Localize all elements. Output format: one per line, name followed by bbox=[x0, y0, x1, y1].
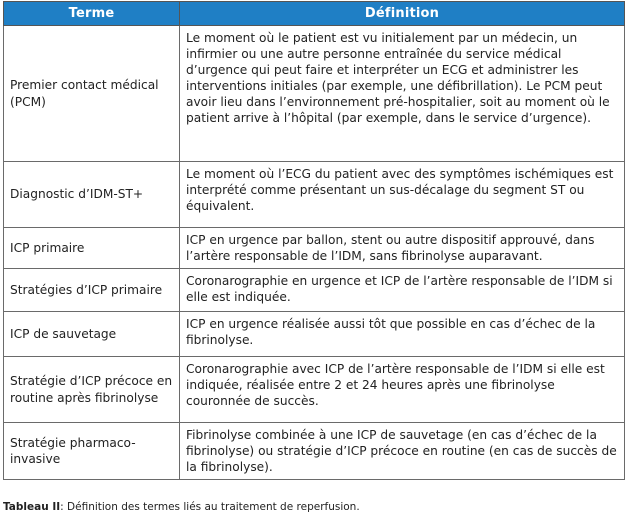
table-row bbox=[4, 162, 625, 228]
term-cell: ICP primaire bbox=[4, 228, 180, 269]
term-cell: Premier contact médical (PCM) bbox=[4, 26, 180, 162]
definition-cell: ICP en urgence par ballon, stent ou autre dispositif approuvé, dans l’artère responsable de l’IDM, sans fibrinolyse auparavant. bbox=[180, 228, 625, 269]
term-cell: ICP de sauvetage bbox=[4, 312, 180, 357]
caption-label: Tableau II bbox=[3, 501, 61, 513]
definition-cell: ICP en urgence réalisée aussi tôt que possible en cas d’échec de la fibrinolyse. bbox=[180, 312, 625, 357]
table-row bbox=[4, 312, 625, 357]
table-row bbox=[4, 357, 625, 423]
table-row bbox=[4, 423, 625, 480]
term-cell: Stratégie d’ICP précoce en routine après fibrinolyse bbox=[4, 357, 180, 423]
table-row bbox=[4, 269, 625, 312]
table-row bbox=[4, 228, 625, 269]
table-header-row bbox=[4, 2, 625, 26]
definition-cell: Le moment où le patient est vu initialement par un médecin, un infirmier ou une autre personne entraînée du service médical d’urgence qui peut faire et interpréter un ECG et administrer les interventions initiales (par exemple, une défibrillation). Le PCM peut avoir lieu dans l’environnement pré-hospitalier, soit au moment où le patient arrive à l’hôpital (par exemple, dans le service d’urgence). bbox=[180, 26, 625, 162]
term-cell: Stratégies d’ICP primaire bbox=[4, 269, 180, 312]
definition-cell: Coronarographie avec ICP de l’artère responsable de l’IDM si elle est indiquée, réalisée entre 2 et 24 heures après une fibrinolyse couronnée de succès. bbox=[180, 357, 625, 423]
caption-text: : Définition des termes liés au traitement de reperfusion. bbox=[60, 501, 360, 513]
term-cell: Diagnostic d’IDM-ST+ bbox=[4, 162, 180, 228]
table-caption bbox=[3, 501, 360, 513]
table-row bbox=[4, 26, 625, 162]
definitions-table-container bbox=[3, 1, 624, 480]
header-term: Terme bbox=[4, 2, 180, 26]
definition-cell: Coronarographie en urgence et ICP de l’artère responsable de l’IDM si elle est indiquée. bbox=[180, 269, 625, 312]
header-definition: Définition bbox=[180, 2, 625, 26]
definitions-table bbox=[3, 1, 625, 480]
term-cell: Stratégie pharmaco-invasive bbox=[4, 423, 180, 480]
definition-cell: Le moment où l’ECG du patient avec des symptômes ischémiques est interprété comme présentant un sus-décalage du segment ST ou équivalent. bbox=[180, 162, 625, 228]
definition-cell: Fibrinolyse combinée à une ICP de sauvetage (en cas d’échec de la fibrinolyse) ou stratégie d’ICP précoce en routine (en cas de succès de la fibrinolyse). bbox=[180, 423, 625, 480]
